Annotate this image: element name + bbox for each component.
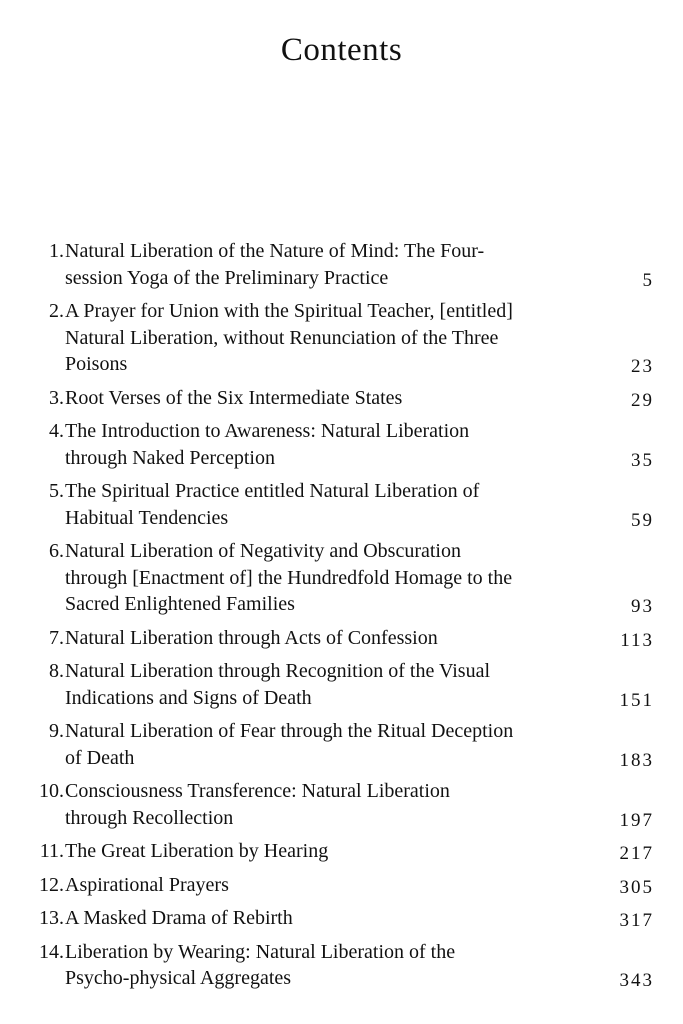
- toc-entry-number: 1.: [49, 240, 64, 262]
- toc-entry-title: [65, 385, 585, 412]
- toc-entry: [0, 838, 683, 865]
- toc-entry-number: 3.: [49, 386, 64, 409]
- toc-entry-number: 5.: [49, 480, 64, 502]
- toc-entry-number: 9.: [49, 720, 64, 742]
- toc-entry-title-line: through Naked Perception: [65, 446, 275, 469]
- toc-entry: [0, 872, 683, 899]
- toc-entry-title-line: Aspirational Prayers: [65, 873, 229, 896]
- toc-entry-number: 14.: [39, 940, 64, 963]
- toc-entry-title-line: through [Enactment of] the Hundredfold Homage to the: [65, 566, 513, 589]
- toc-entry-number: 6.: [49, 540, 64, 562]
- toc-entry-page-number: 305: [619, 876, 654, 898]
- toc-entry-number: 4.: [49, 420, 64, 442]
- toc-entry-title-line: Psycho-physical Aggregates: [65, 967, 292, 989]
- toc-entry: [0, 658, 683, 711]
- toc-entry-page-number: 5: [642, 269, 654, 291]
- toc-entry-title: [65, 418, 585, 471]
- toc-entry-page-number: 29: [631, 389, 654, 411]
- toc-entry-page-number: 59: [631, 509, 654, 531]
- toc-entry-title-line: The Spiritual Practice entitled Natural Liberation of: [65, 480, 480, 502]
- toc-entry-number: 2.: [49, 300, 64, 322]
- toc-entry-page-number: 183: [619, 749, 654, 771]
- toc-entry: [0, 905, 683, 932]
- toc-entry-title: [65, 872, 585, 899]
- toc-entry-title-line: Natural Liberation of Fear through the Ritual Deception: [65, 720, 514, 742]
- toc-entry: [0, 778, 683, 831]
- table-of-contents: [0, 238, 683, 999]
- toc-entry-page-number: 197: [619, 809, 654, 831]
- toc-entry-title-line: through Recollection: [65, 806, 234, 829]
- toc-entry-title-line: A Prayer for Union with the Spiritual Teacher, [entitled]: [65, 300, 513, 322]
- toc-entry-title-line: Indications and Signs of Death: [65, 686, 312, 709]
- toc-entry-title-line: session Yoga of the Preliminary Practice: [65, 266, 389, 289]
- toc-entry-page-number: 93: [631, 596, 654, 617]
- toc-entry-title-line: Sacred Enlightened Families: [65, 593, 295, 615]
- toc-entry-page-number: 151: [619, 689, 654, 711]
- toc-entry-title: [65, 718, 585, 771]
- toc-entry-page-number: 343: [619, 970, 654, 991]
- toc-entry-number: 8.: [49, 660, 64, 682]
- toc-entry-number: 12.: [39, 873, 64, 896]
- toc-entry-title: [65, 298, 585, 378]
- toc-entry-title-line: Natural Liberation, without Renunciation of the Three: [65, 326, 499, 349]
- toc-entry-title: [65, 838, 585, 865]
- toc-entry: [0, 625, 683, 652]
- toc-entry-title: [65, 625, 585, 652]
- toc-entry-title-line: Natural Liberation of the Nature of Mind: The Four-: [65, 240, 485, 262]
- toc-entry: [0, 538, 683, 618]
- toc-entry-title-line: Consciousness Transference: Natural Liberation: [65, 780, 450, 802]
- toc-entry-page-number: 217: [619, 843, 654, 864]
- toc-entry-title-line: Natural Liberation through Recognition of the Visual: [65, 660, 490, 682]
- toc-entry: [0, 298, 683, 378]
- toc-entry-number: 10.: [39, 780, 64, 802]
- toc-entry-title: [65, 658, 585, 711]
- toc-entry: [0, 939, 683, 992]
- toc-entry-title-line: The Great Liberation by Hearing: [65, 840, 329, 862]
- toc-entry-title-line: Poisons: [65, 353, 128, 375]
- toc-entry-title-line: A Masked Drama of Rebirth: [65, 907, 293, 929]
- toc-entry-number: 7.: [49, 626, 64, 649]
- toc-entry-title: [65, 778, 585, 831]
- toc-entry-page-number: 23: [631, 356, 654, 377]
- toc-entry-title: [65, 538, 585, 618]
- toc-entry-number: 13.: [39, 907, 64, 929]
- toc-entry-page-number: 35: [631, 449, 654, 471]
- toc-entry-title-line: Liberation by Wearing: Natural Liberation of the: [65, 940, 456, 963]
- toc-entry-title-line: Root Verses of the Six Intermediate States: [65, 386, 403, 409]
- toc-entry-page-number: 317: [619, 910, 654, 931]
- toc-entry: [0, 418, 683, 471]
- toc-entry-title: [65, 905, 585, 932]
- toc-entry-title: [65, 939, 585, 992]
- toc-entry: [0, 478, 683, 531]
- toc-entry: [0, 718, 683, 771]
- toc-entry-title-line: Natural Liberation through Acts of Confession: [65, 626, 438, 649]
- toc-entry: [0, 238, 683, 291]
- toc-entry-title-line: Natural Liberation of Negativity and Obscuration: [65, 540, 461, 562]
- toc-entry-title-line: of Death: [65, 746, 135, 769]
- toc-entry: [0, 385, 683, 412]
- toc-entry-title-line: The Introduction to Awareness: Natural Liberation: [65, 420, 470, 442]
- toc-entry-page-number: 113: [620, 629, 654, 651]
- page-title: Contents: [280, 32, 403, 68]
- toc-entry-title-line: Habitual Tendencies: [65, 506, 229, 529]
- toc-entry-number: 11.: [39, 840, 64, 862]
- toc-entry-title: [65, 478, 585, 531]
- toc-entry-title: [65, 238, 585, 291]
